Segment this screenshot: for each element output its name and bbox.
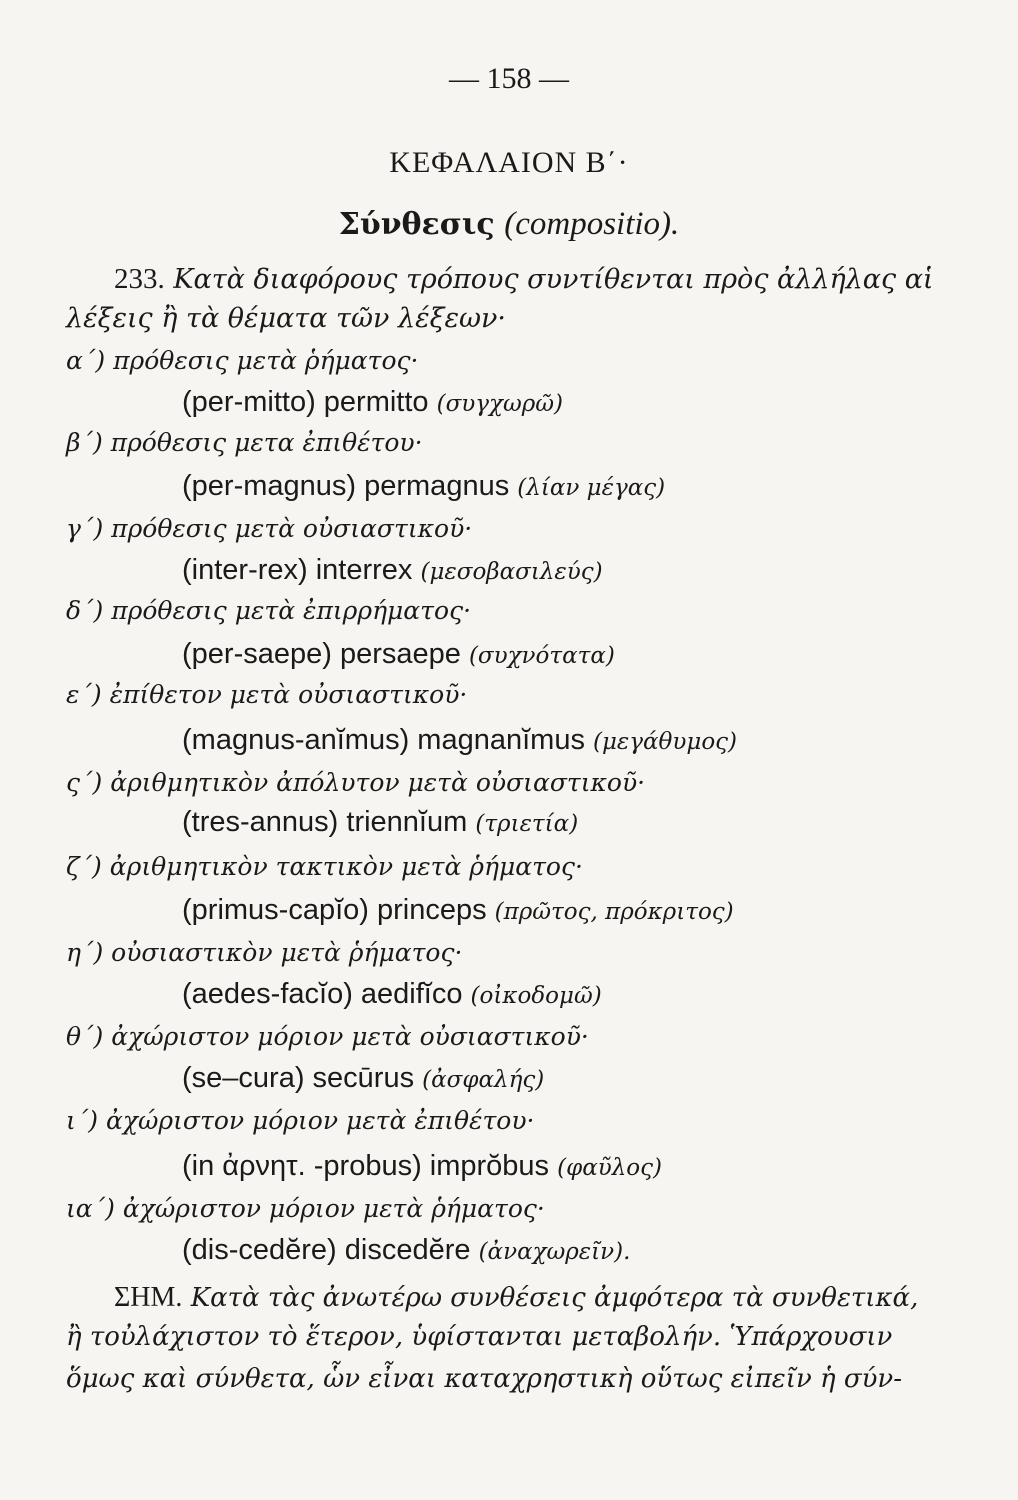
example-gloss: (μεγάθυμος) (593, 729, 738, 755)
item-label: δ΄) πρόθεσις μετὰ ἐπιρρήματος· (66, 596, 472, 625)
example-gloss: (φαῦλος) (557, 1155, 662, 1181)
item-label: ε΄) ἐπίθετον μετὰ οὐσιαστικοῦ· (66, 680, 468, 709)
intro-line-1 (114, 265, 934, 294)
item-example (182, 726, 737, 755)
paragraph-number: 233. (114, 263, 165, 295)
item-label: γ΄) πρόθεσις μετὰ οὐσιαστικοῦ· (66, 514, 473, 543)
note-text-1: Κατὰ τὰς ἀνωτέρω συνθέσεις ἀμφότερα τὰ συνθετικά, (190, 1283, 919, 1313)
item-example (182, 640, 615, 669)
example-latin: (se–cura) secūrus (182, 1062, 415, 1094)
item-example (182, 556, 603, 585)
example-gloss: (μεσοβασιλεύς) (420, 559, 603, 585)
example-latin: (per-magnus) permagnus (182, 470, 510, 502)
item-label: ια΄) ἀχώριστον μόριον μετὰ ῥήματος· (66, 1194, 545, 1223)
item-example (182, 808, 578, 837)
example-gloss: (ἀσφαλής) (422, 1067, 545, 1093)
item-example (182, 1152, 662, 1181)
item-label: θ΄) ἀχώριστον μόριον μετὰ οὐσιαστικοῦ· (66, 1022, 589, 1051)
example-latin: (in ἀρνητ. -probus) imprŏbus (182, 1150, 550, 1182)
example-gloss: (λίαν μέγας) (517, 475, 666, 501)
example-gloss: (πρῶτος, πρόκριτος) (494, 899, 734, 925)
note-label: ΣΗΜ. (114, 1282, 183, 1313)
example-latin: (primus-capĭo) princeps (182, 894, 487, 926)
example-gloss: (συχνότατα) (468, 643, 615, 669)
item-label: η΄) οὐσιαστικὸν μετὰ ῥήματος· (66, 938, 463, 967)
intro-line-2: λέξεις ἢ τὰ θέματα τῶν λέξεων· (66, 303, 506, 334)
chapter-title: ΚΕΦΑΛΑΙΟΝ Β΄· (389, 146, 629, 179)
example-latin: (per-mitto) permitto (182, 386, 429, 418)
example-gloss: (συγχωρῶ) (436, 391, 563, 417)
item-example (182, 980, 602, 1009)
example-latin: (tres-annus) triennĭum (182, 806, 468, 838)
heading-latin: (compositio). (504, 206, 680, 242)
item-example (182, 388, 563, 417)
item-label: ι΄) ἀχώριστον μόριον μετὰ ἐπιθέτου· (66, 1106, 535, 1135)
example-gloss: (οἰκοδομῶ) (470, 983, 602, 1009)
example-latin: (magnus-anĭmus) magnanĭmus (182, 724, 585, 756)
example-gloss: (τριετία) (475, 811, 579, 837)
note-line-3: ὅμως καὶ σύνθετα, ὧν εἶναι καταχρηστικὴ οὕτως εἰπεῖν ἡ σύν- (66, 1364, 903, 1394)
item-label: ζ΄) ἀριθμητικὸν τακτικὸν μετὰ ῥήματος· (66, 852, 583, 881)
note-line-1 (114, 1284, 918, 1312)
example-latin: (dis-cedĕre) discedĕre (182, 1234, 471, 1266)
item-example (182, 1236, 630, 1265)
item-label: α΄) πρόθεσις μετὰ ῥήματος· (66, 346, 419, 375)
example-latin: (aedes-facĭo) aedifĭco (182, 978, 463, 1010)
item-label: ς΄) ἀριθμητικὸν ἀπόλυτον μετὰ οὐσιαστικοῦ· (66, 768, 646, 797)
item-example (182, 896, 734, 925)
note-line-2: ἢ τοὐλάχιστον τὸ ἕτερον, ὑφίστανται μεταβολήν. Ὑπάρχουσιν (66, 1322, 893, 1352)
heading-greek: Σύνθεσις (338, 207, 495, 242)
example-latin: (per-saepe) persaepe (182, 638, 461, 670)
example-latin: (inter-rex) interrex (182, 554, 413, 586)
item-label: β΄) πρόθεσις μετα ἐπιθέτου· (66, 428, 423, 457)
item-example (182, 472, 665, 501)
section-heading (0, 208, 1018, 241)
item-example (182, 1064, 544, 1093)
intro-text-1: Κατὰ διαφόρους τρόπους συντίθενται πρὸς ἀλλήλας αἱ (173, 264, 934, 295)
example-gloss: (ἀναχωρεῖν). (478, 1239, 631, 1265)
page-number: — 158 — (449, 62, 569, 95)
